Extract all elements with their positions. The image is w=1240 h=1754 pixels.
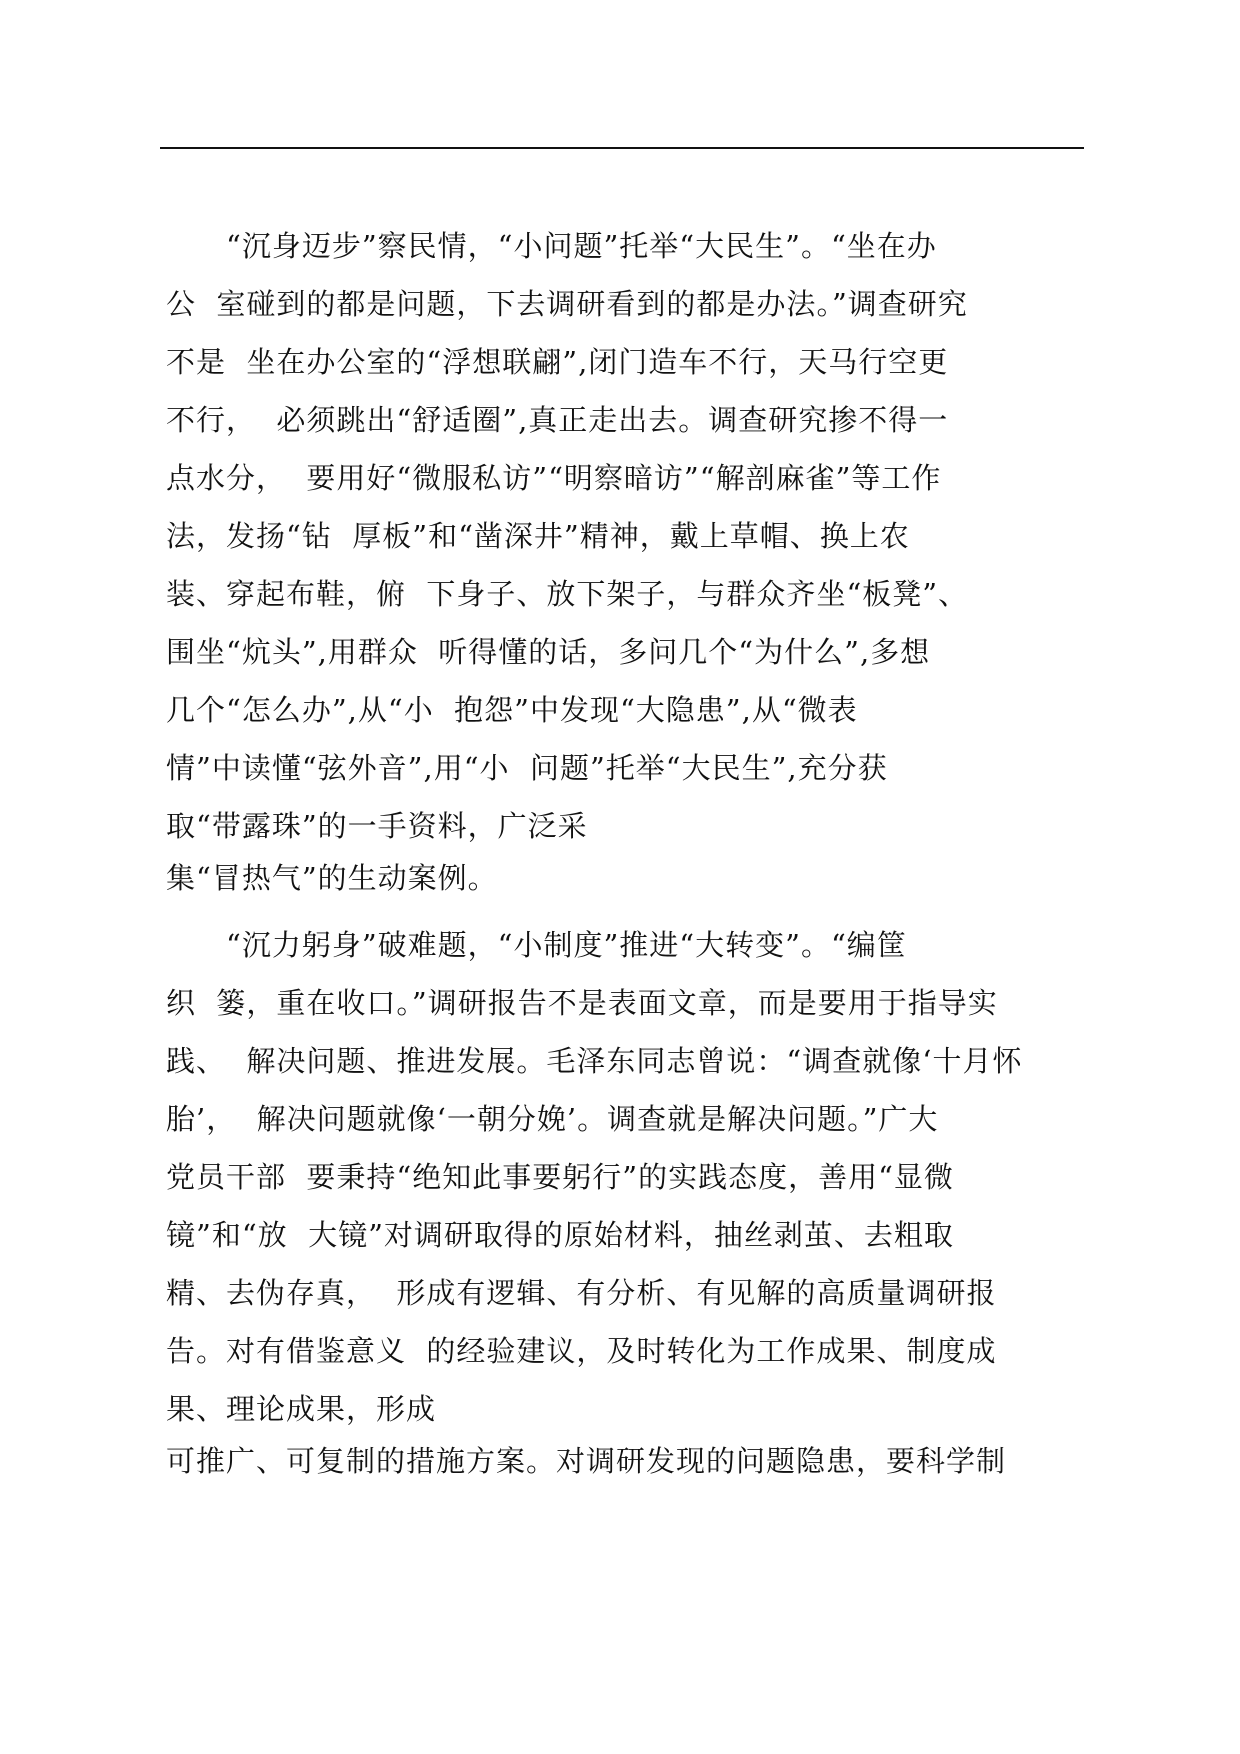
paragraph-1-line-5: 点水分， 要用好“微服私访”“明察暗访”“解剖麻雀”等工作	[166, 461, 942, 495]
paragraph-1-line-6: 法，发扬“钻 厚板”和“凿深井”精神，戴上草帽、换上农	[166, 519, 910, 553]
paragraph-2-line-10: 可推广、可复制的措施方案。对调研发现的问题隐患，要科学制	[166, 1444, 1007, 1478]
paragraph-1-line-1: “沉身迈步”察民情，“小问题”托举“大民生”。“坐在办	[166, 229, 937, 263]
paragraph-2-line-1: “沉力躬身”破难题，“小制度”推进“大转变”。“编筐	[166, 928, 907, 962]
paragraph-2-line-6: 镜”和“放 大镜”对调研取得的原始材料，抽丝剥茧、去粗取	[166, 1218, 954, 1252]
paragraph-2-line-4: 胎’， 解决问题就像‘一朝分娩’。调查就是解决问题。”广大	[166, 1102, 939, 1136]
paragraph-1-line-9: 几个“怎么办”,从“小 抱怨”中发现“大隐患”,从“微表	[166, 693, 858, 727]
paragraph-2-line-3: 践、 解决问题、推进发展。毛泽东同志曾说：“调查就像‘十月怀	[166, 1044, 1023, 1078]
paragraph-1-line-3: 不是 坐在办公室的“浮想联翩”,闭门造车不行，天马行空更	[166, 345, 949, 379]
paragraph-2-line-8: 告。对有借鉴意义 的经验建议，及时转化为工作成果、制度成	[166, 1334, 997, 1368]
paragraph-1-line-7: 装、穿起布鞋，俯 下身子、放下架子，与群众齐坐“板凳”、	[166, 577, 969, 611]
paragraph-1-line-8: 围坐“炕头”,用群众 听得懂的话，多问几个“为什么”,多想	[166, 635, 931, 669]
paragraph-2-line-5: 党员干部 要秉持“绝知此事要躬行”的实践态度，善用“显微	[166, 1160, 954, 1194]
paragraph-1-line-12: 集“冒热气”的生动案例。	[166, 861, 498, 895]
header-rule	[160, 147, 1084, 149]
paragraph-1-line-11: 取“带露珠”的一手资料，广泛采	[166, 809, 588, 843]
paragraph-2-line-9: 果、理论成果，形成	[166, 1392, 437, 1426]
paragraph-1-line-2: 公 室碰到的都是问题，下去调研看到的都是办法。”调查研究	[166, 287, 968, 321]
paragraph-2-line-7: 精、去伪存真， 形成有逻辑、有分析、有见解的高质量调研报	[166, 1276, 997, 1310]
paragraph-2-line-2: 织 篓，重在收口。”调研报告不是表面文章，而是要用于指导实	[166, 986, 998, 1020]
paragraph-1-line-10: 情”中读懂“弦外音”,用“小 问题”托举“大民生”,充分获	[166, 751, 888, 785]
paragraph-1-line-4: 不行， 必须跳出“舒适圈”,真正走出去。调查研究掺不得一	[166, 403, 949, 437]
